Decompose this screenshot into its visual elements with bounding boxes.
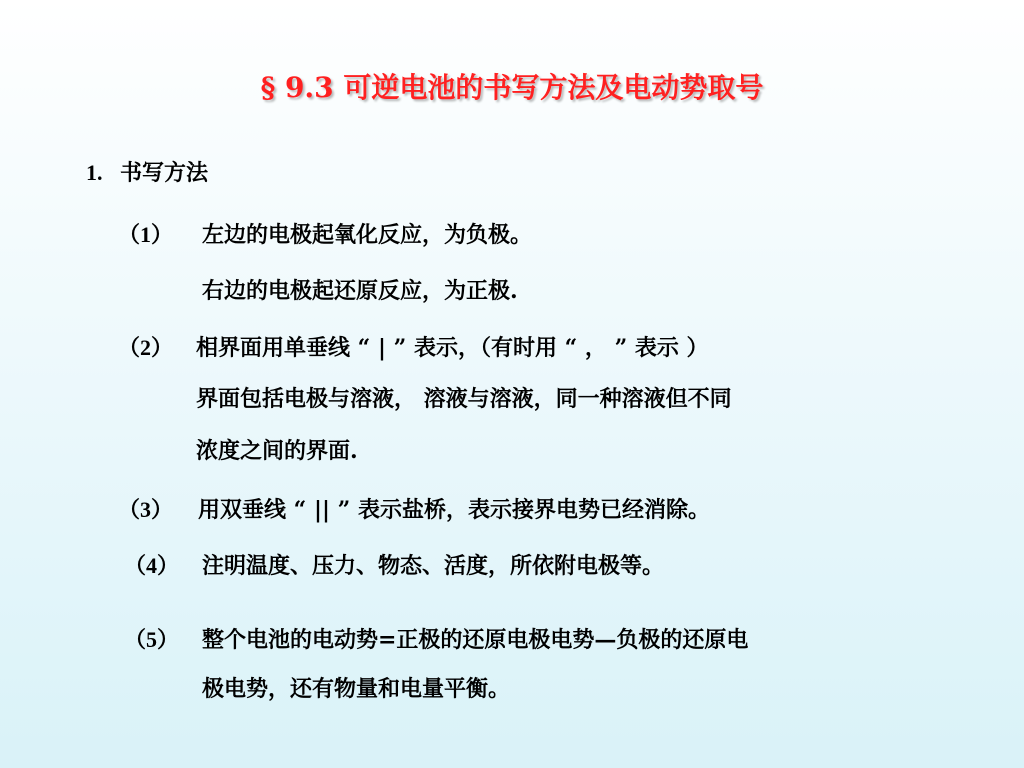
item-1-label: （1） bbox=[118, 222, 174, 247]
section-heading: 书写方法 bbox=[120, 160, 209, 186]
item-4-line-1: 注明温度、压力、物态、活度，所依附电极等。 bbox=[202, 553, 665, 579]
section-number: 1. bbox=[86, 160, 103, 185]
item-5-line-2: 极电势，还有物量和电量平衡。 bbox=[202, 676, 511, 702]
item-3-line-1: 用双垂线 “ || ” 表示盐桥，表示接界电势已经消除。 bbox=[198, 497, 710, 523]
item-1-line-2: 右边的电极起还原反应，为正极. bbox=[202, 278, 518, 304]
page-title: § 9.3 可逆电池的书写方法及电动势取号 bbox=[260, 71, 764, 104]
item-5-label: （5） bbox=[124, 627, 180, 652]
item-2-line-2: 界面包括电极与溶液， 溶液与溶液，同一种溶液但不同 bbox=[196, 386, 732, 412]
item-2-label: （2） bbox=[118, 335, 174, 360]
item-4-label: （4） bbox=[124, 553, 180, 578]
item-1-line-1: 左边的电极起氧化反应，为负极。 bbox=[202, 222, 533, 248]
item-5-line-1: 整个电池的电动势=正极的还原电极电势—负极的还原电 bbox=[202, 627, 749, 653]
item-2-line-1: 相界面用单垂线 “ | ” 表示，（有时用 “ ， ” 表示 ） bbox=[196, 335, 709, 361]
item-3-label: （3） bbox=[118, 497, 174, 522]
item-2-line-3: 浓度之间的界面. bbox=[196, 438, 358, 464]
